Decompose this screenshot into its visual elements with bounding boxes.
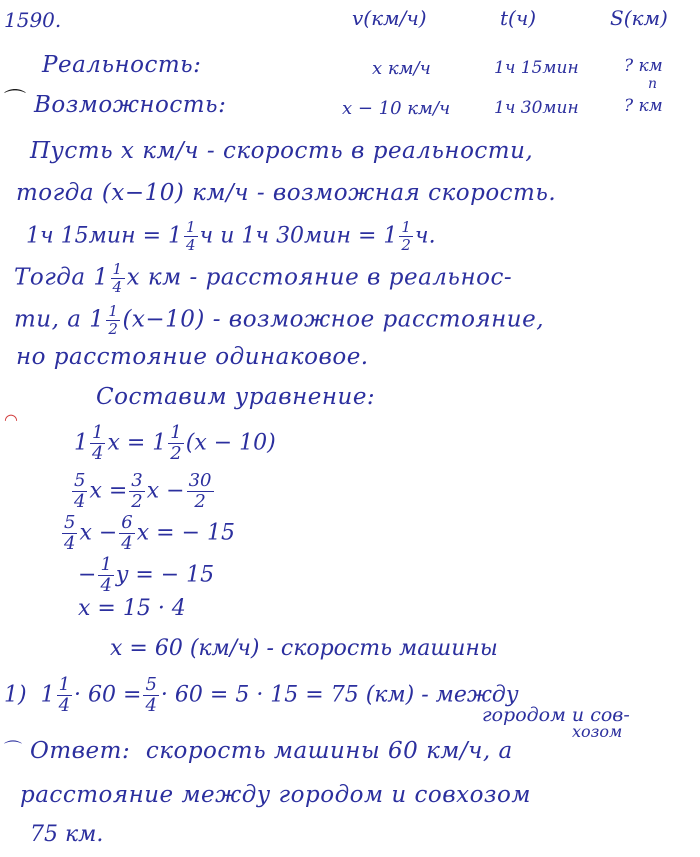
- column-time-header: t(ч): [500, 6, 537, 30]
- step-1: 1) 1 $\frac{1}{4}$ · 60 = $\frac{5}{4}$ · 60 = 5 · 15 = 75 (км) - между: [4, 674, 519, 716]
- text-line-1: Пусть x км/ч - скорость в реальности,: [30, 138, 534, 164]
- answer-line-3: 75 км.: [30, 822, 104, 847]
- step-1-note-2: хозом: [572, 722, 623, 741]
- column-distance-header: S(км): [610, 6, 668, 30]
- problem-number: 1590.: [4, 8, 62, 32]
- row-possibility-time: 1ч 30мин: [494, 98, 579, 118]
- text-line-5: ти, а 1 $\frac{1}{2}$ (x−10) - возможное расстояние,: [14, 302, 545, 338]
- equation-3: $\frac{5}{4}$ x − $\frac{6}{4}$ x = − 15: [64, 512, 235, 554]
- text-line-3: 1ч 15мин = 1 $\frac{1}{4}$ ч и 1ч 30мин = 1 $\frac{1}{2}$ ч.: [26, 218, 436, 254]
- equation-2: $\frac{5}{4}$ x = $\frac{3}{2}$ x − $\frac{30}{2}$: [74, 470, 212, 512]
- equation-4: − $\frac{1}{4}$ y = − 15: [78, 554, 215, 596]
- row-possibility-distance: ? км: [624, 96, 663, 116]
- text-line-4: Тогда 1 $\frac{1}{4}$ x км - расстояние в реальнос-: [14, 260, 513, 296]
- equation-5: x = 15 · 4: [78, 596, 186, 621]
- row-reality-distance: ? км: [624, 56, 663, 76]
- row-reality-distance-note: п: [648, 76, 658, 92]
- answer-label: Ответ:: [30, 738, 131, 764]
- answer-line-1: Ответ: скорость машины 60 км/ч, а: [30, 738, 513, 764]
- text-line-6: но расстояние одинаковое.: [16, 344, 369, 370]
- margin-mark: ⌒: [4, 89, 27, 114]
- text-line-2: тогда (x−10) км/ч - возможная скорость.: [16, 180, 557, 206]
- heading-equation: Составим уравнение:: [96, 384, 376, 410]
- step-1-note: городом и сов-: [482, 704, 630, 726]
- fraction-one-half: $\frac{1}{2}$: [401, 218, 411, 254]
- equation-1: 1 $\frac{1}{4}$ x = 1 $\frac{1}{2}$ (x − 10): [74, 422, 276, 464]
- equation-6: x = 60 (км/ч) - скорость машины: [110, 636, 498, 661]
- row-reality-time: 1ч 15мин: [494, 58, 579, 78]
- fraction-one-quarter: $\frac{1}{4}$: [186, 218, 196, 254]
- row-possibility-speed: x − 10 км/ч: [342, 98, 451, 119]
- margin-mark: ◠: [4, 410, 18, 429]
- row-reality-label: Реальность:: [42, 52, 202, 78]
- column-speed-header: v(км/ч): [352, 6, 427, 30]
- row-reality-speed: x км/ч: [372, 58, 431, 79]
- answer-line-2: расстояние между городом и совхозом: [20, 782, 531, 808]
- row-possibility-label: Возможность:: [34, 92, 227, 118]
- margin-mark: ⌒: [4, 740, 22, 761]
